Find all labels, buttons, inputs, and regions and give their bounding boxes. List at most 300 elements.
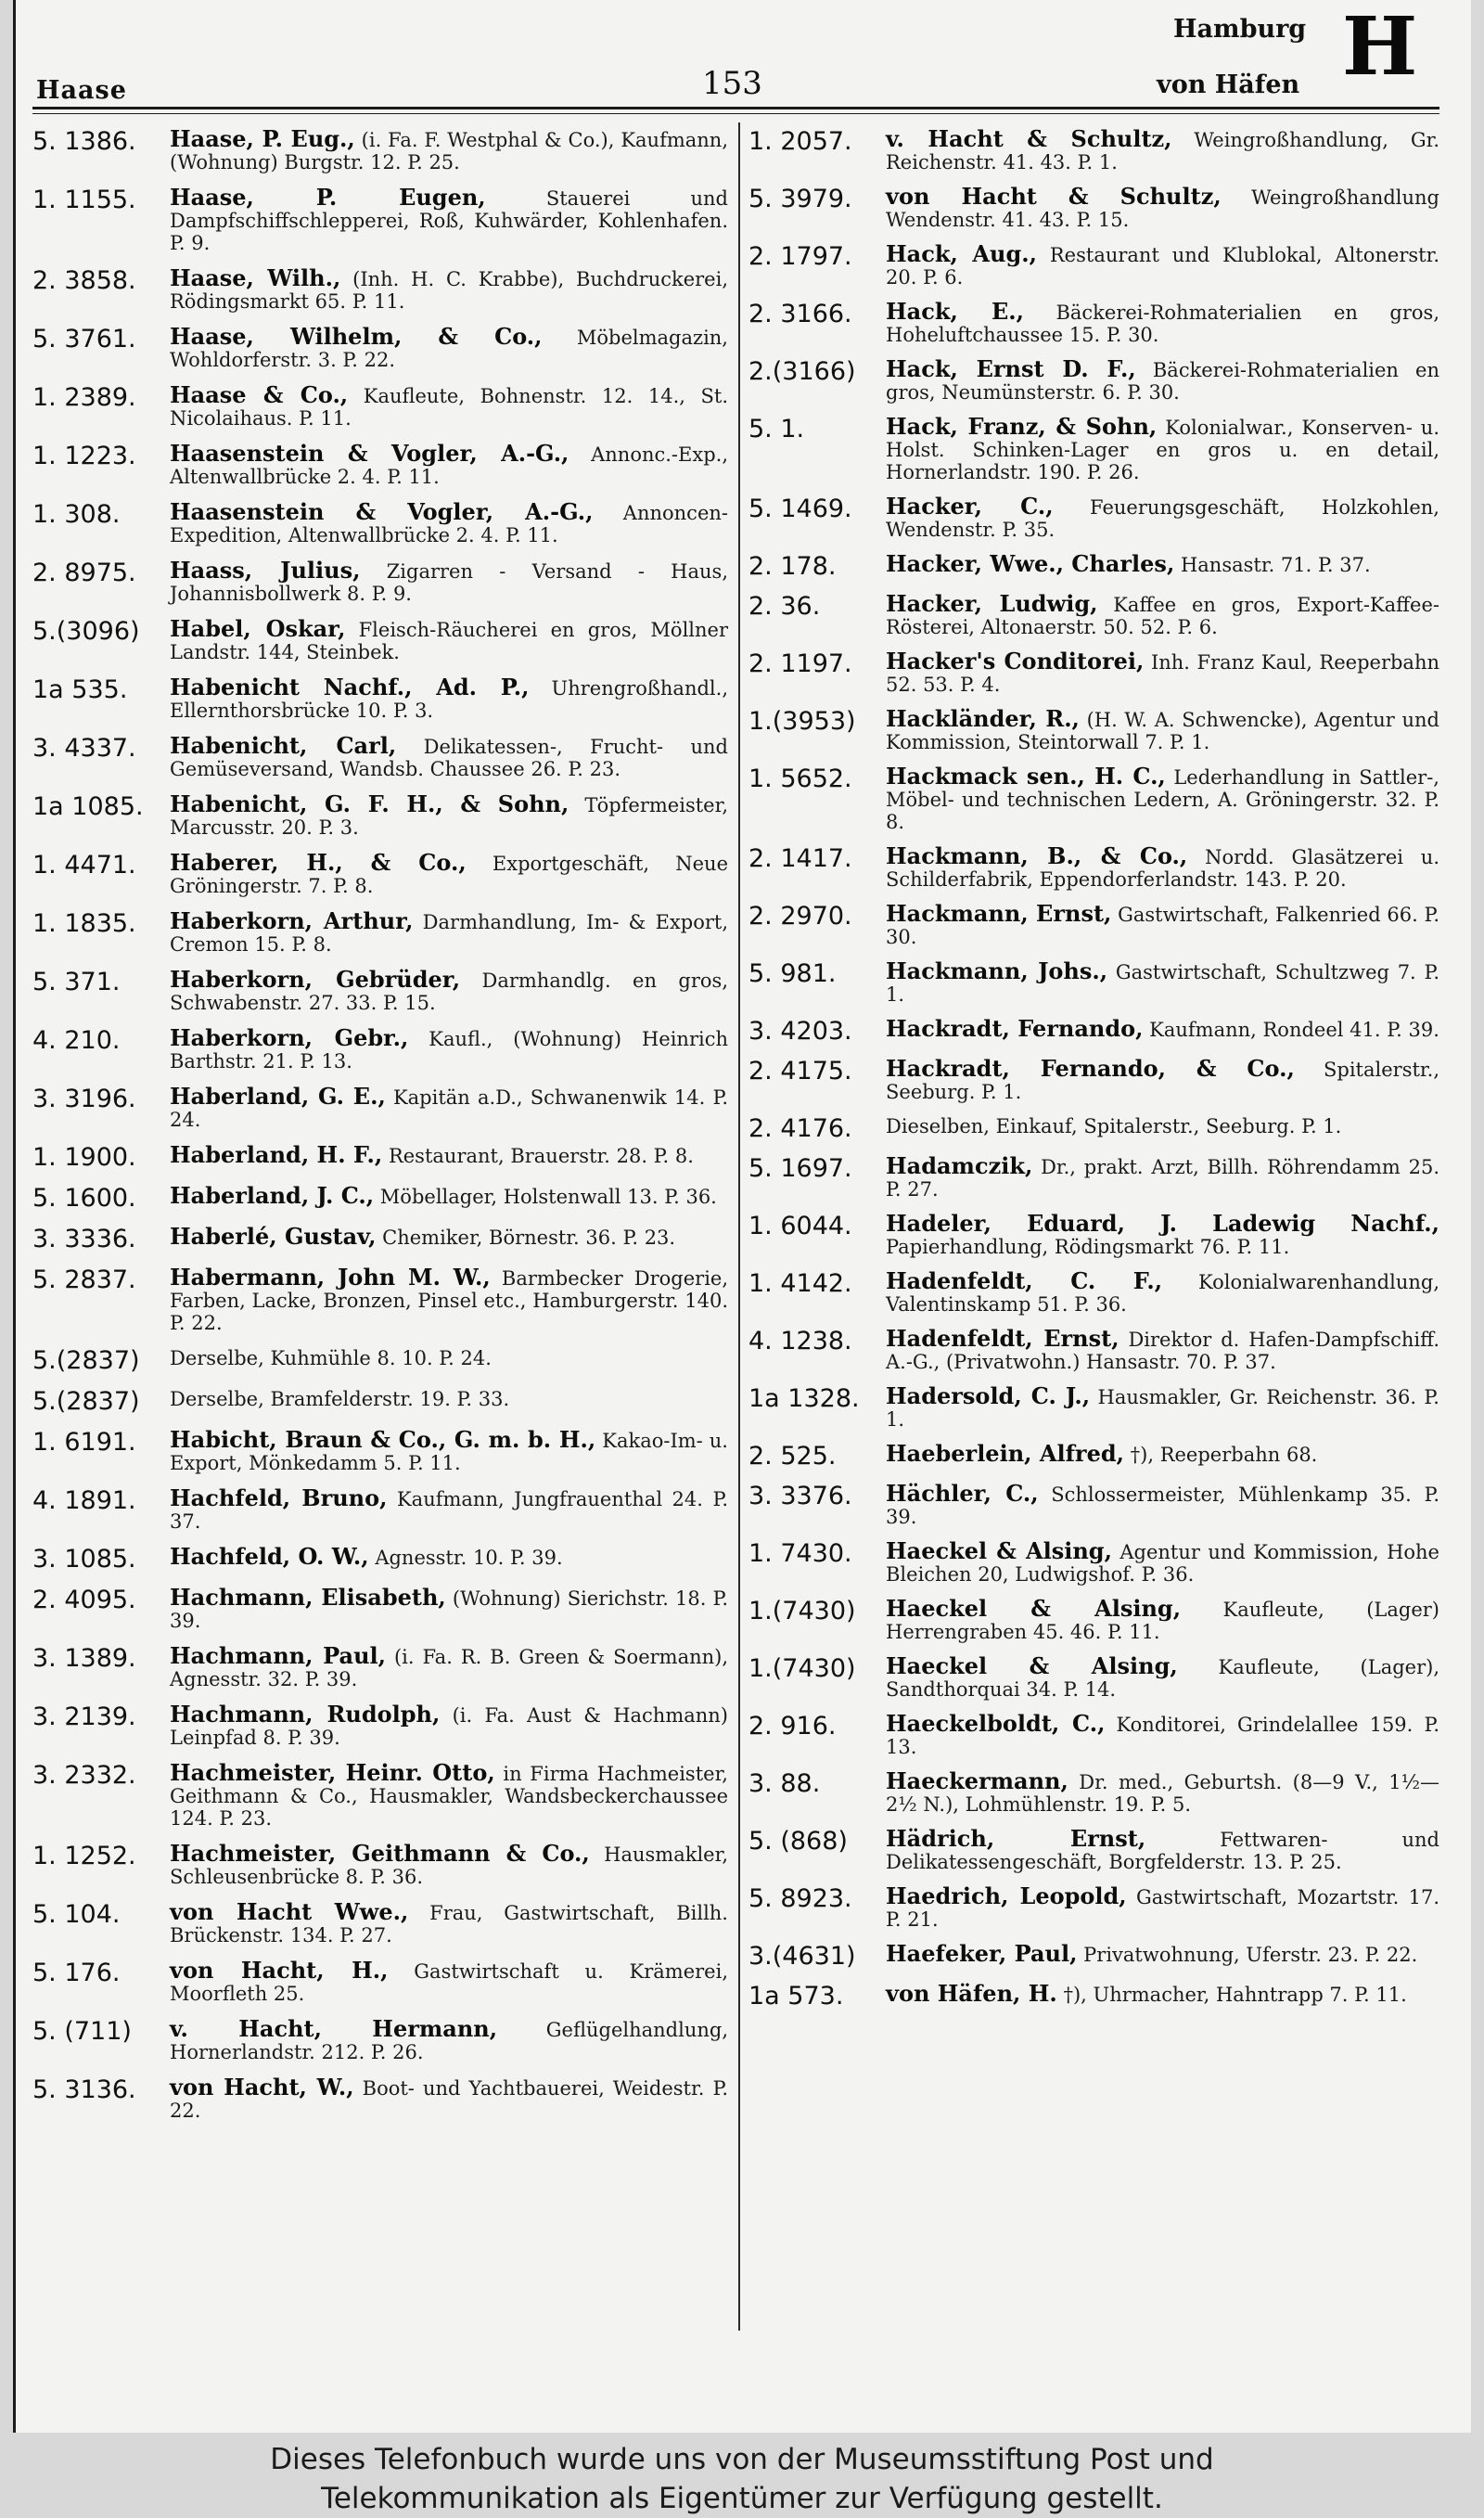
phone-number: 3. 3376.	[748, 1482, 852, 1510]
directory-entry	[748, 1882, 1439, 1931]
directory-entry	[32, 440, 728, 488]
phone-number: 5. (868)	[748, 1827, 848, 1856]
directory-entry	[32, 1266, 728, 1334]
subscriber-details: Möbelmagazin, Wohldorferstr. 3. P. 22.	[170, 327, 728, 371]
entry-text	[170, 1703, 728, 1749]
subscriber-name: Hack, Ernst D. F.,	[886, 355, 1136, 382]
subscriber-details: †), Uhrmacher, Hahntrapp 7. P. 11.	[1056, 1984, 1407, 2006]
subscriber-details: Bäckerei-Rohmaterialien en gros, Hoheluftchaussee 15. P. 30.	[886, 302, 1440, 346]
directory-entry	[748, 550, 1439, 581]
phone-number: 1. 6044.	[748, 1212, 852, 1240]
subscriber-name: Habenicht Nachf., Ad. P.,	[170, 674, 530, 700]
entry-text	[170, 1024, 728, 1073]
phone-number: 5. 3979.	[748, 185, 852, 213]
phone-number: 1. 4142.	[748, 1269, 852, 1298]
phone-number: 3. 3196.	[32, 1085, 136, 1113]
subscriber-details: Gastwirtschaft, Falkenried 66. P. 30.	[886, 904, 1440, 948]
subscriber-details: Konditorei, Grindelallee 159. P. 13.	[886, 1714, 1440, 1758]
phone-number: 5. 371.	[32, 968, 121, 996]
directory-entry	[748, 650, 1439, 696]
subscriber-details: (i. Fa. Aust & Hachmann) Leinpfad 8. P. 39.	[170, 1704, 728, 1749]
entry-text	[886, 705, 1439, 753]
subscriber-details: Stauerei und Dampfschiffschlepperei, Roß, Kuhwärder, Kohlenhafen. P. 9.	[170, 187, 729, 254]
directory-entry	[32, 1223, 728, 1253]
directory-page	[13, 0, 1471, 2433]
directory-entry	[32, 498, 728, 546]
subscriber-details: Schlossermeister, Mühlenkamp 35. P. 39.	[886, 1484, 1439, 1528]
entry-text	[886, 1537, 1439, 1586]
phone-number: 2. 178.	[748, 552, 837, 581]
entry-text	[886, 550, 1439, 577]
directory-entry	[32, 2076, 728, 2122]
entry-text	[170, 1484, 728, 1533]
entry-text	[170, 676, 728, 722]
phone-number: 5. 1697.	[748, 1154, 852, 1183]
subscriber-name: Haeberlein, Alfred,	[886, 1440, 1124, 1467]
entry-text	[170, 186, 728, 254]
entry-text	[886, 125, 1440, 173]
directory-entry	[748, 765, 1439, 833]
entry-text	[886, 765, 1439, 833]
entry-text	[886, 1055, 1439, 1103]
subscriber-name: Hacker, Ludwig,	[886, 590, 1098, 617]
entry-text	[886, 1940, 1439, 1967]
subscriber-details: Papierhandlung, Rödingsmarkt 76. P. 11.	[886, 1236, 1290, 1258]
phone-number: 2. 3858.	[32, 266, 136, 295]
entry-text	[170, 559, 728, 605]
subscriber-name: Haase, P. Eug.,	[170, 125, 355, 152]
phone-number: 2. 1197.	[748, 649, 852, 678]
subscriber-name: Hackradt, Fernando, & Co.,	[886, 1055, 1295, 1082]
entry-text	[886, 650, 1439, 696]
subscriber-name: Hacker's Conditorei,	[886, 648, 1145, 674]
subscriber-name: von Häfen, H.	[886, 1980, 1057, 2007]
phone-number: 4. 1238.	[748, 1327, 852, 1355]
subscriber-name: Hachmann, Elisabeth,	[170, 1584, 446, 1611]
subscriber-details: Darmhandlung, Im- & Export, Cremon 15. P. 8.	[170, 911, 728, 956]
entry-text	[886, 1210, 1439, 1258]
phone-number: 5. 104.	[32, 1900, 121, 1929]
directory-entry	[748, 1115, 1439, 1143]
subscriber-name: Hack, E.,	[886, 298, 1024, 325]
subscriber-details: Kaufleute, (Lager) Herrengraben 45. 46. P. 11.	[886, 1599, 1439, 1643]
subscriber-details: (H. W. A. Schwencke), Agentur und Kommission, Steintorwall 7. P. 1.	[886, 709, 1439, 753]
subscriber-name: von Hacht, H.,	[170, 1957, 389, 1984]
entry-text	[886, 1980, 1439, 2007]
subscriber-details: (i. Fa. R. B. Green & Soermann), Agnesstr. 32. P. 39.	[170, 1646, 729, 1690]
directory-entry	[748, 1940, 1439, 1971]
phone-number: 4. 210.	[32, 1026, 121, 1055]
subscriber-details: Bäckerei-Rohmaterialien en gros, Neumünsterstr. 6. P. 30.	[886, 359, 1439, 404]
subscriber-details: Kapitän a.D., Schwanenwik 14. P. 24.	[170, 1086, 728, 1131]
directory-entry	[748, 1980, 1439, 2011]
header-letter: H	[1342, 0, 1418, 94]
entry-text	[170, 1898, 728, 1946]
phone-number: 2. 916.	[748, 1712, 837, 1741]
subscriber-name: Habenicht, G. F. H., & Sohn,	[170, 790, 569, 817]
entry-text	[886, 1267, 1439, 1316]
directory-entry	[748, 705, 1439, 753]
phone-number: 5. 1.	[748, 415, 805, 443]
phone-number: 1. 1155.	[32, 186, 136, 214]
subscriber-details: Kaffee en gros, Export-Kaffee-Rösterei, Altonaerstr. 50. 52. P. 6.	[886, 594, 1439, 638]
subscriber-details: Dr., prakt. Arzt, Billh. Röhrendamm 25. P. 27.	[886, 1156, 1439, 1201]
subscriber-details: †), Reeperbahn 68.	[1123, 1444, 1318, 1466]
entry-text	[170, 1182, 728, 1209]
directory-entry	[748, 298, 1440, 346]
entry-text	[170, 1388, 728, 1410]
entry-text	[886, 1480, 1439, 1528]
entry-text	[170, 264, 728, 313]
subscriber-details: Nordd. Glasätzerei u. Schilderfabrik, Eppendorferlandstr. 143. P. 20.	[886, 846, 1439, 891]
phone-number: 1. 2389.	[32, 383, 136, 412]
phone-number: 1. 2057.	[748, 127, 852, 156]
entry-text	[170, 615, 729, 663]
subscriber-name: Haefeker, Paul,	[886, 1940, 1078, 1967]
subscriber-name: Haberland, J. C.,	[170, 1182, 375, 1209]
phone-number: 1a 1328.	[748, 1384, 860, 1413]
subscriber-name: Hack, Franz, & Sohn,	[886, 413, 1158, 440]
entry-text	[170, 125, 728, 173]
entry-text	[886, 590, 1439, 638]
subscriber-name: Hachmeister, Heinr. Otto,	[170, 1759, 495, 1786]
phone-number: 2. 2970.	[748, 902, 852, 931]
subscriber-details: Gastwirtschaft, Schultzweg 7. P. 1.	[886, 961, 1439, 1006]
subscriber-name: Habicht, Braun & Co., G. m. b. H.,	[170, 1426, 596, 1453]
subscriber-details: Restaurant und Klublokal, Altonerstr. 20. P. 6.	[886, 244, 1439, 289]
entry-text	[886, 1595, 1439, 1643]
phone-number: 1. 7430.	[748, 1539, 852, 1568]
entry-text	[886, 900, 1440, 948]
subscriber-details: Annonc.-Exp., Altenwallbrücke 2. 4. P. 11.	[170, 443, 728, 488]
phone-number: 1. 1835.	[32, 909, 136, 938]
directory-entry	[32, 323, 728, 371]
footer-notice	[0, 2440, 1484, 2518]
directory-entry	[32, 186, 728, 254]
phone-number: 3. 4203.	[748, 1017, 852, 1046]
entry-text	[170, 1223, 728, 1250]
subscriber-details: Dieselben, Einkauf, Spitalerstr., Seeburg. P. 1.	[886, 1115, 1342, 1137]
subscriber-name: Hackmann, Ernst,	[886, 900, 1112, 927]
directory-entry	[32, 1543, 728, 1574]
subscriber-details: Kaufmann, Rondeel 41. P. 39.	[1143, 1019, 1439, 1041]
subscriber-details: Boot- und Yachtbauerei, Weidestr. P. 22.	[170, 2077, 728, 2122]
directory-entry	[32, 1484, 728, 1533]
entry-text	[886, 957, 1439, 1006]
subscriber-details: Töpfermeister, Marcusstr. 20. P. 3.	[170, 794, 729, 839]
right-column	[748, 125, 1440, 2023]
entry-text	[886, 1152, 1439, 1201]
phone-number: 5.(2837)	[32, 1346, 140, 1375]
directory-entry	[748, 1480, 1439, 1528]
subscriber-name: Haberkorn, Gebrüder,	[170, 966, 461, 993]
entry-text	[886, 1440, 1439, 1467]
page-number: 153	[702, 65, 762, 102]
phone-number: 3. 2139.	[32, 1702, 136, 1731]
directory-entry	[32, 1840, 728, 1888]
subscriber-details: (Wohnung) Sierichstr. 18. P. 39.	[170, 1587, 729, 1632]
phone-number: 1. 1252.	[32, 1842, 136, 1870]
entry-text	[170, 381, 729, 430]
subscriber-name: Haeckel & Alsing,	[886, 1652, 1178, 1679]
subscriber-details: Kaufl., (Wohnung) Heinrich Barthstr. 21. P. 13.	[170, 1028, 728, 1073]
directory-entry	[748, 1440, 1439, 1471]
directory-entry	[32, 1642, 729, 1690]
directory-entry	[32, 966, 728, 1014]
directory-entry	[748, 1710, 1440, 1758]
phone-number: 1.(7430)	[748, 1654, 856, 1683]
entry-text	[170, 1642, 729, 1690]
subscriber-name: Hacker, Wwe., Charles,	[886, 550, 1175, 577]
directory-entry	[748, 1015, 1439, 1046]
subscriber-name: Hackländer, R.,	[886, 705, 1080, 732]
subscriber-details: Exportgeschäft, Neue Gröningerstr. 7. P. 8.	[170, 853, 728, 897]
directory-entry	[32, 1388, 728, 1416]
entry-text	[886, 1652, 1439, 1701]
directory-entry	[32, 381, 729, 430]
subscriber-name: Haberer, H., & Co.,	[170, 849, 467, 876]
entry-text	[170, 1543, 728, 1570]
subscriber-name: Hackradt, Fernando,	[886, 1015, 1144, 1042]
subscriber-details: Weingroßhandlung Wendenstr. 41. 43. P. 15.	[886, 186, 1439, 231]
directory-entry	[748, 355, 1439, 404]
entry-text	[886, 1325, 1439, 1373]
entry-text	[170, 1266, 728, 1334]
entry-text	[170, 1959, 728, 2005]
directory-entry	[748, 183, 1439, 231]
entry-text	[170, 323, 728, 371]
subscriber-details: Kolonialwarenhandlung, Valentinskamp 51. P. 36.	[886, 1271, 1439, 1316]
directory-entry	[748, 1382, 1439, 1431]
subscriber-details: Derselbe, Kuhmühle 8. 10. P. 24.	[170, 1347, 492, 1369]
directory-entry	[748, 590, 1439, 638]
phone-number: 5. 1600.	[32, 1184, 136, 1213]
subscriber-details: Frau, Gastwirtschaft, Billh. Brückenstr. 134. P. 27.	[170, 1902, 728, 1946]
subscriber-details: Gastwirtschaft, Mozartstr. 17. P. 21.	[886, 1886, 1439, 1931]
subscriber-details: Kaufmann, Jungfrauenthal 24. P. 37.	[170, 1488, 728, 1533]
subscriber-name: von Hacht & Schultz,	[886, 183, 1222, 210]
entry-text	[886, 1115, 1439, 1137]
directory-entry	[32, 1347, 728, 1375]
entry-text	[170, 849, 728, 897]
subscriber-name: Hachfeld, Bruno,	[170, 1484, 388, 1511]
directory-entry	[32, 1426, 728, 1474]
entry-text	[170, 1426, 728, 1474]
directory-entry	[32, 1182, 728, 1213]
subscriber-details: Weingroßhandlung, Gr. Reichenstr. 41. 43. P. 1.	[886, 129, 1440, 173]
entry-text	[170, 2015, 728, 2063]
phone-number: 5.(2837)	[32, 1387, 140, 1416]
entry-text	[886, 240, 1439, 289]
directory-entry	[748, 1267, 1439, 1316]
phone-number: 1a 573.	[748, 1982, 844, 2011]
phone-number: 1. 5652.	[748, 764, 852, 793]
directory-entry	[32, 615, 729, 663]
subscriber-details: Hansastr. 71. P. 37.	[1174, 554, 1371, 576]
phone-number: 3. 2332.	[32, 1761, 136, 1790]
subscriber-name: Haase, Wilh.,	[170, 264, 341, 291]
subscriber-details: Gastwirtschaft u. Krämerei, Moorfleth 25.	[170, 1960, 728, 2005]
phone-number: 3. 4337.	[32, 734, 136, 763]
subscriber-details: Kakao-Im- u. Export, Mönkedamm 5. P. 11.	[170, 1430, 728, 1474]
entry-text	[886, 298, 1440, 346]
subscriber-name: Haberkorn, Gebr.,	[170, 1024, 409, 1051]
directory-entry	[748, 1210, 1439, 1258]
subscriber-name: Haasenstein & Vogler, A.-G.,	[170, 440, 569, 467]
subscriber-details: Agentur und Kommission, Hohe Bleichen 20, Ludwigshof. P. 36.	[886, 1541, 1439, 1586]
subscriber-name: Haedrich, Leopold,	[886, 1882, 1127, 1909]
subscriber-name: Hädrich, Ernst,	[886, 1825, 1146, 1852]
subscriber-details: Kolonialwar., Konserven- u. Holst. Schinken-Lager en gros u. en detail, Hornerlandstr. 190. P. 26.	[886, 417, 1439, 483]
entry-text	[170, 2076, 728, 2122]
directory-entry	[32, 1703, 728, 1749]
subscriber-name: Haeckel & Alsing,	[886, 1537, 1112, 1564]
subscriber-details: Spitalerstr., Seeburg. P. 1.	[886, 1059, 1439, 1103]
directory-entry	[32, 732, 728, 780]
subscriber-name: Haase, Wilhelm, & Co.,	[170, 323, 543, 350]
left-column	[32, 125, 729, 2135]
subscriber-name: Hächler, C.,	[886, 1480, 1039, 1507]
phone-number: 2. 8975.	[32, 559, 136, 587]
subscriber-name: Hackmack sen., H. C.,	[886, 763, 1166, 790]
subscriber-name: Hadenfeldt, Ernst,	[886, 1325, 1119, 1352]
subscriber-name: Hachmann, Paul,	[170, 1642, 387, 1669]
directory-entry	[32, 676, 728, 722]
phone-number: 2. 4095.	[32, 1586, 136, 1614]
subscriber-name: Haeckelboldt, C.,	[886, 1710, 1106, 1737]
directory-entry	[32, 1083, 728, 1131]
subscriber-details: Darmhandlg. en gros, Schwabenstr. 27. 33. P. 15.	[170, 970, 728, 1014]
subscriber-details: Barmbecker Drogerie, Farben, Lacke, Bronzen, Pinsel etc., Hamburgerstr. 140. P. 22.	[170, 1267, 729, 1334]
subscriber-details: Geflügelhandlung, Hornerlandstr. 212. P. 26.	[170, 2019, 728, 2063]
subscriber-details: Fettwaren- und Delikatessengeschäft, Borgfelderstr. 13. P. 25.	[886, 1829, 1439, 1873]
entry-text	[886, 1825, 1439, 1873]
subscriber-name: von Hacht, W.,	[170, 2074, 354, 2100]
subscriber-name: Habel, Oskar,	[170, 615, 346, 642]
footer-line-1: Dieses Telefonbuch wurde uns von der Museumsstiftung Post und	[270, 2443, 1214, 2476]
phone-number: 2. 1797.	[748, 242, 852, 271]
phone-number: 2. 4176.	[748, 1114, 852, 1143]
entry-text	[170, 1141, 728, 1168]
subscriber-details: Restaurant, Brauerstr. 28. P. 8.	[382, 1145, 694, 1167]
subscriber-name: v. Hacht, Hermann,	[170, 2015, 498, 2042]
entry-text	[170, 498, 728, 546]
phone-number: 3. 1389.	[32, 1644, 136, 1673]
directory-entry	[748, 1055, 1439, 1103]
entry-text	[886, 842, 1439, 891]
entry-text	[170, 732, 728, 780]
directory-entry	[32, 1898, 728, 1946]
subscriber-name: Haeckermann,	[886, 1767, 1068, 1794]
directory-entry	[748, 1595, 1439, 1643]
subscriber-details: Feuerungsgeschäft, Holzkohlen, Wendenstr. P. 35.	[886, 496, 1439, 541]
subscriber-details: Lederhandlung in Sattler-, Möbel- und technischen Ledern, A. Gröningerstr. 32. P. 8.	[886, 766, 1439, 833]
directory-entry	[748, 1767, 1439, 1816]
directory-entry	[748, 957, 1439, 1006]
phone-number: 5. 1386.	[32, 127, 136, 156]
directory-entry	[32, 2015, 728, 2063]
subscriber-name: Habenicht, Carl,	[170, 732, 397, 759]
directory-entry	[32, 1584, 729, 1632]
phone-number: 3.(4631)	[748, 1942, 856, 1971]
subscriber-name: Haase & Co.,	[170, 381, 349, 408]
directory-entry	[748, 240, 1439, 289]
header-city: Hamburg	[1173, 15, 1307, 44]
entry-text	[170, 1584, 729, 1632]
phone-number: 5. 3761.	[32, 325, 136, 353]
directory-entry	[748, 495, 1439, 541]
column-divider	[738, 122, 740, 2331]
subscriber-name: Hackmann, Johs.,	[886, 957, 1108, 984]
entry-text	[886, 1710, 1440, 1758]
directory-entry	[748, 1652, 1439, 1701]
phone-number: 1.(3953)	[748, 707, 856, 736]
phone-number: 5. 8923.	[748, 1884, 852, 1913]
directory-entry	[748, 842, 1439, 891]
phone-number: 5. (711)	[32, 2017, 132, 2046]
subscriber-details: Möbellager, Holstenwall 13. P. 36.	[374, 1186, 717, 1208]
directory-entry	[32, 790, 729, 839]
phone-number: 5. 2837.	[32, 1265, 136, 1294]
directory-entry	[32, 1959, 728, 2005]
entry-text	[886, 183, 1439, 231]
subscriber-name: Hack, Aug.,	[886, 240, 1037, 267]
phone-number: 5. 981.	[748, 959, 837, 988]
directory-entry	[32, 849, 728, 897]
subscriber-details: in Firma Hachmeister, Geithmann & Co., Hausmakler, Wandsbeckerchaussee 124. P. 23.	[170, 1763, 728, 1830]
phone-number: 2. 525.	[748, 1442, 837, 1471]
subscriber-name: Hachmann, Rudolph,	[170, 1701, 441, 1728]
phone-number: 2. 36.	[748, 592, 821, 621]
subscriber-details: Inh. Franz Kaul, Reeperbahn 52. 53. P. 4.	[886, 651, 1439, 696]
subscriber-name: Haberlé, Gustav,	[170, 1223, 377, 1250]
subscriber-details: Dr. med., Geburtsh. (8—9 V., 1½—2½ N.), Lohmühlenstr. 19. P. 5.	[886, 1771, 1439, 1816]
subscriber-name: Haeckel & Alsing,	[886, 1595, 1182, 1622]
subscriber-name: Hachfeld, O. W.,	[170, 1543, 369, 1570]
phone-number: 1a 535.	[32, 675, 128, 704]
subscriber-details: Agnesstr. 10. P. 39.	[368, 1547, 563, 1569]
subscriber-name: Haberland, H. F.,	[170, 1141, 383, 1168]
entry-text	[170, 907, 728, 956]
directory-entry	[32, 907, 728, 956]
phone-number: 2. 3166.	[748, 300, 852, 328]
entry-text	[170, 1347, 728, 1369]
subscriber-name: Hadenfeldt, C. F.,	[886, 1267, 1163, 1294]
phone-number: 5.(3096)	[32, 617, 140, 646]
subscriber-details: Kaufleute, Bohnenstr. 12. 14., St. Nicolaihaus. P. 11.	[170, 385, 729, 430]
phone-number: 3. 88.	[748, 1769, 821, 1798]
phone-number: 5. 176.	[32, 1959, 121, 1987]
subscriber-details: Hausmakler, Gr. Reichenstr. 36. P. 1.	[886, 1386, 1439, 1431]
phone-number: 1. 1223.	[32, 442, 136, 470]
entry-text	[170, 966, 728, 1014]
directory-entry	[748, 1325, 1439, 1373]
subscriber-name: Haass, Julius,	[170, 557, 361, 584]
subscriber-details: Chemiker, Börnestr. 36. P. 23.	[376, 1227, 676, 1249]
phone-number: 1. 6191.	[32, 1428, 136, 1457]
header-right-keyword: von Häfen	[1157, 71, 1300, 99]
directory-entry	[748, 413, 1439, 483]
entry-text	[886, 1015, 1439, 1042]
subscriber-details: Uhrengroßhandl., Ellernthorsbrücke 10. P. 3.	[170, 677, 728, 722]
subscriber-details: Kaufleute, (Lager), Sandthorquai 34. P. 14.	[886, 1656, 1439, 1701]
subscriber-details: Annoncen-Expedition, Altenwallbrücke 2. 4. P. 11.	[170, 502, 728, 546]
directory-entry	[32, 125, 728, 173]
entry-text	[170, 1840, 728, 1888]
phone-number: 1. 4471.	[32, 851, 136, 880]
directory-entry	[32, 559, 728, 605]
phone-number: 4. 1891.	[32, 1486, 136, 1515]
